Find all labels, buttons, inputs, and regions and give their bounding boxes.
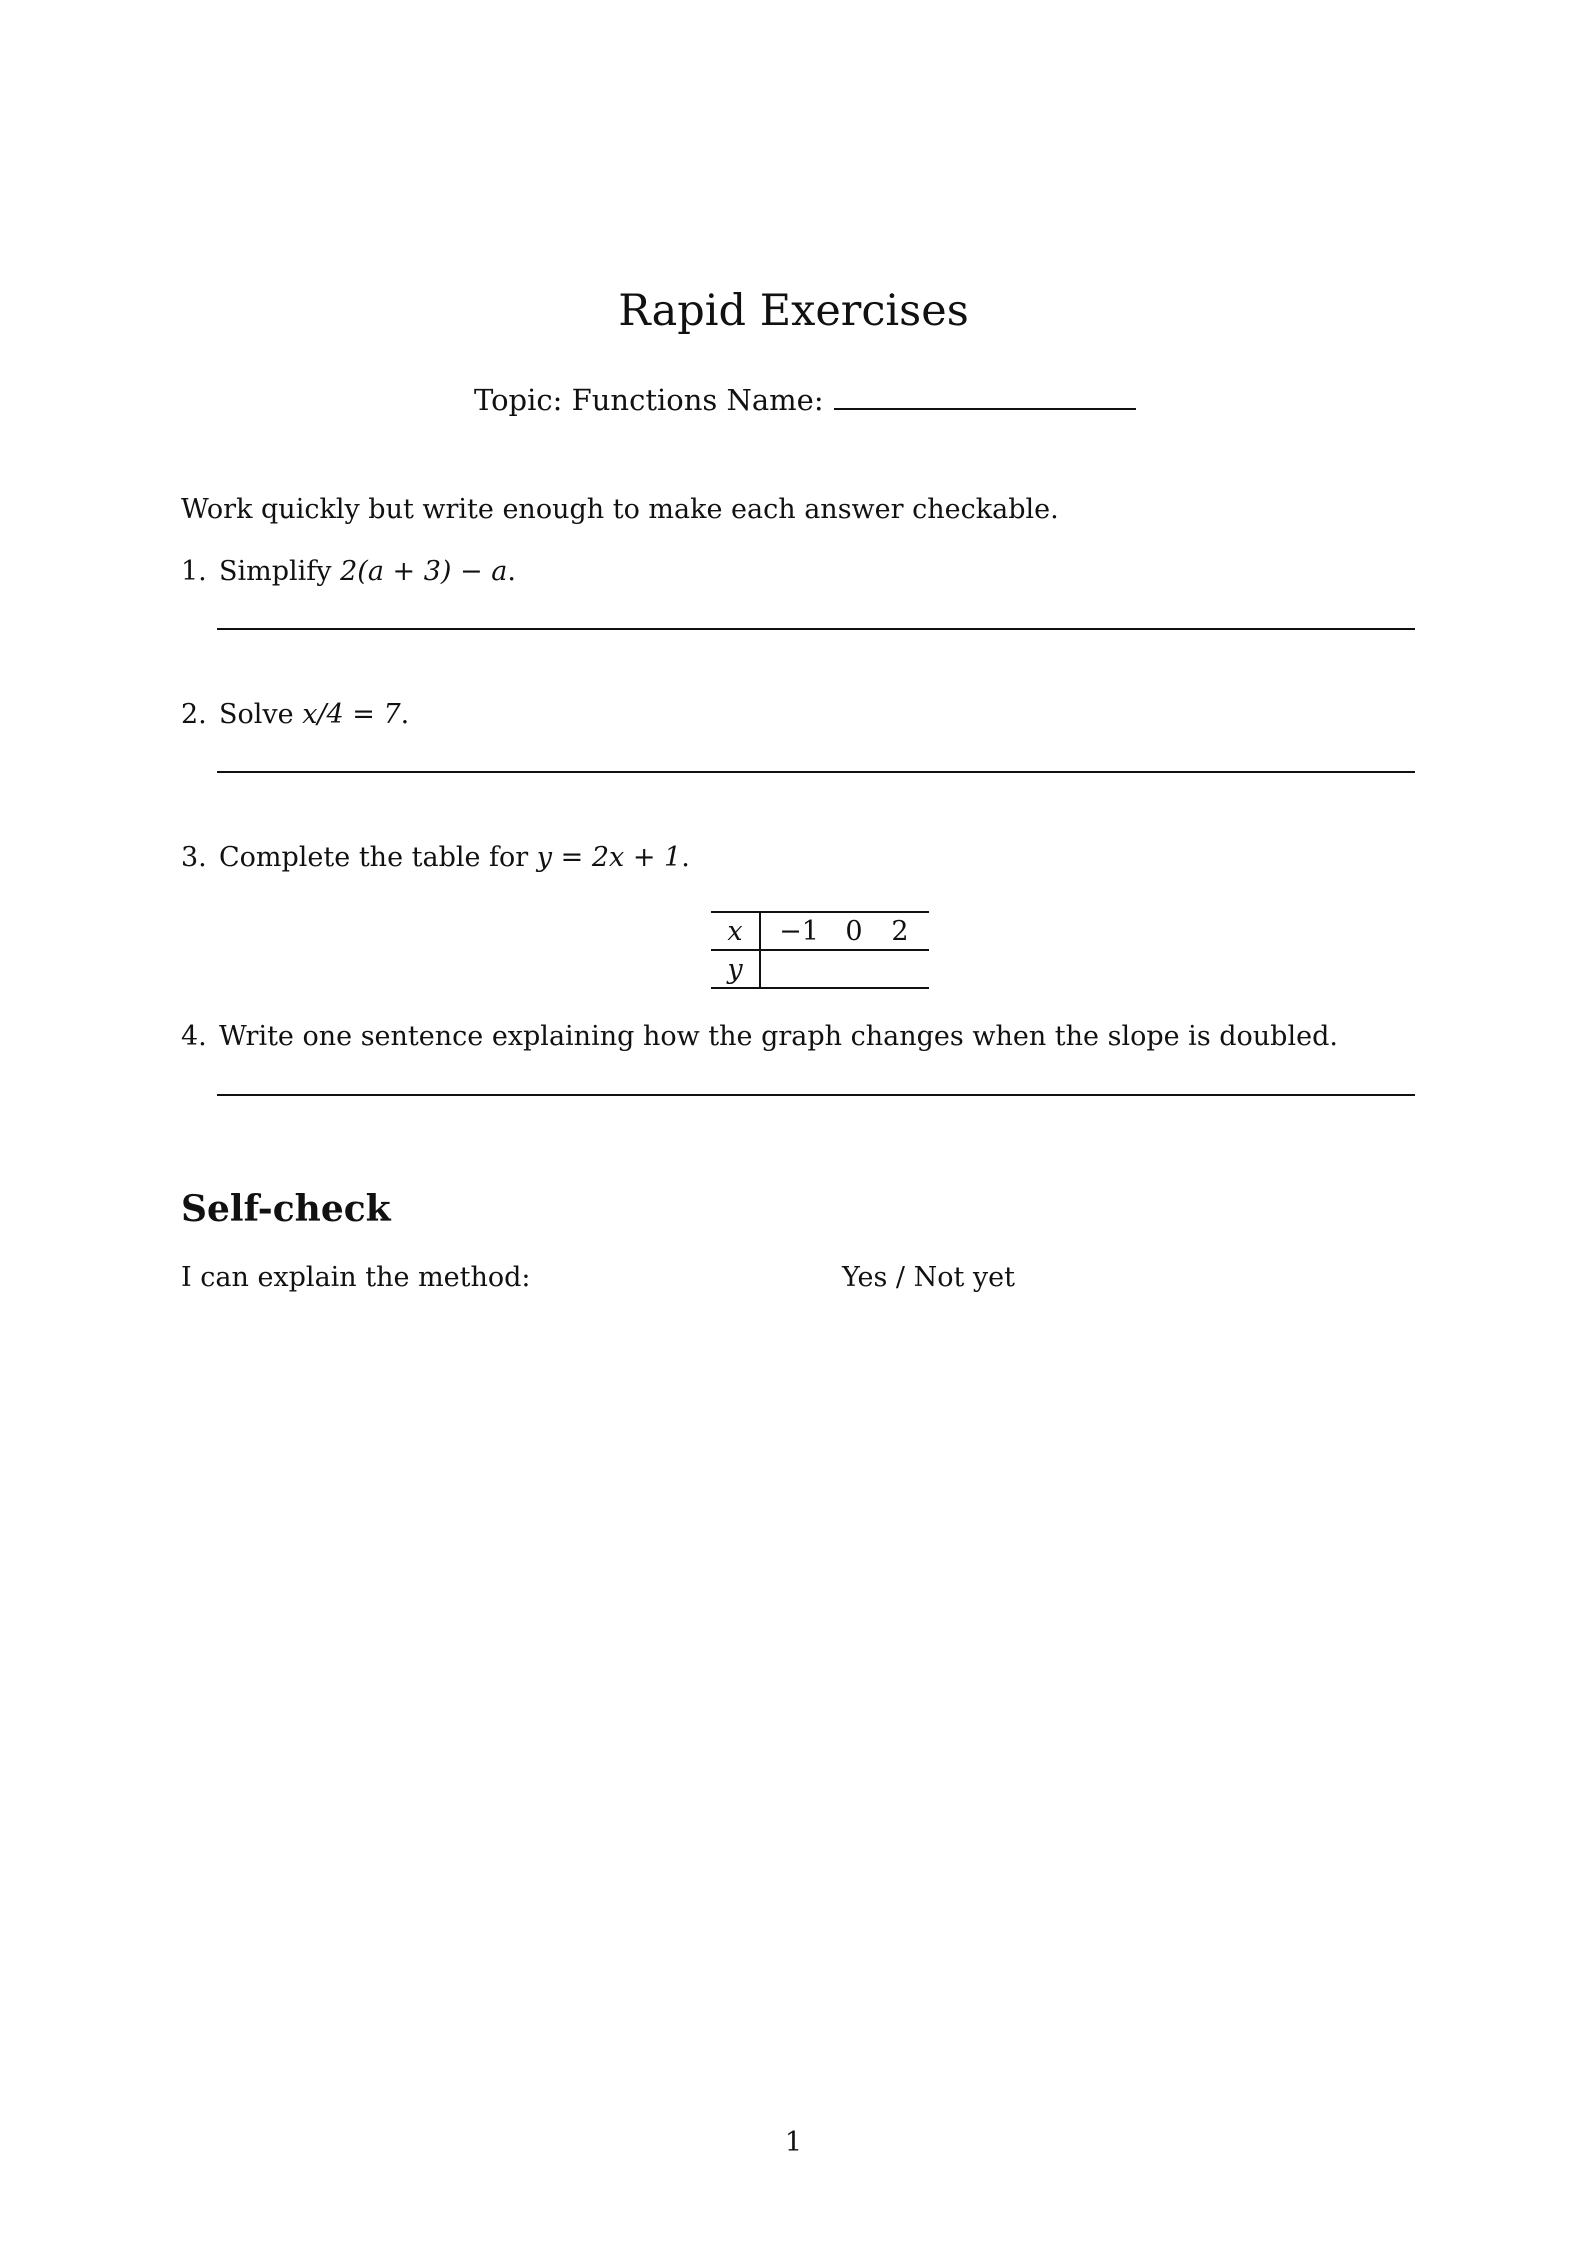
name-label: Name:	[726, 383, 824, 417]
question-text: Solve	[219, 699, 303, 730]
answer-line-4[interactable]	[217, 1094, 1415, 1096]
table-cell-y[interactable]	[760, 950, 831, 988]
answer-line-1[interactable]	[217, 628, 1415, 630]
question-punct: .	[400, 699, 410, 730]
value-table	[711, 911, 929, 989]
question-math: x/4 = 7	[302, 699, 401, 730]
instructions: Work quickly but write enough to make each answer checkable.	[181, 494, 1059, 525]
page-title: Rapid Exercises	[618, 286, 969, 336]
table-cell-y[interactable]	[831, 950, 877, 988]
question-2	[181, 699, 409, 730]
question-number: 1.	[181, 556, 207, 587]
question-text: Write one sentence explaining how the graph changes when the slope is doubled.	[219, 1021, 1338, 1052]
answer-line-2[interactable]	[217, 771, 1415, 773]
self-check-options[interactable]: Yes / Not yet	[842, 1262, 1015, 1293]
topic-name-line	[474, 378, 1136, 417]
table-cell-y[interactable]	[877, 950, 929, 988]
question-text: Complete the table for	[219, 842, 537, 873]
topic-label: Topic: Functions	[474, 383, 718, 417]
question-4	[181, 1021, 1338, 1052]
question-3	[181, 842, 690, 873]
self-check-statement: I can explain the method:	[181, 1262, 531, 1293]
question-number: 3.	[181, 842, 207, 873]
question-number: 2.	[181, 699, 207, 730]
table-cell-x: −1	[760, 912, 831, 950]
question-number: 4.	[181, 1021, 207, 1052]
question-1	[181, 556, 516, 587]
question-math: 2(a + 3) − a	[340, 556, 508, 587]
table-cell-x: 2	[877, 912, 929, 950]
table-row-y	[711, 950, 929, 988]
table-row-x	[711, 912, 929, 950]
question-text: Simplify	[219, 556, 341, 587]
question-math: y = 2x + 1	[536, 842, 682, 873]
name-input-blank[interactable]	[834, 378, 1136, 410]
table-header-y: y	[711, 950, 760, 988]
question-punct: .	[681, 842, 690, 873]
table-cell-x: 0	[831, 912, 877, 950]
self-check-heading: Self-check	[181, 1188, 391, 1230]
page-number: 1	[784, 2127, 803, 2158]
table-header-x: x	[711, 912, 760, 950]
question-punct: .	[507, 556, 516, 587]
